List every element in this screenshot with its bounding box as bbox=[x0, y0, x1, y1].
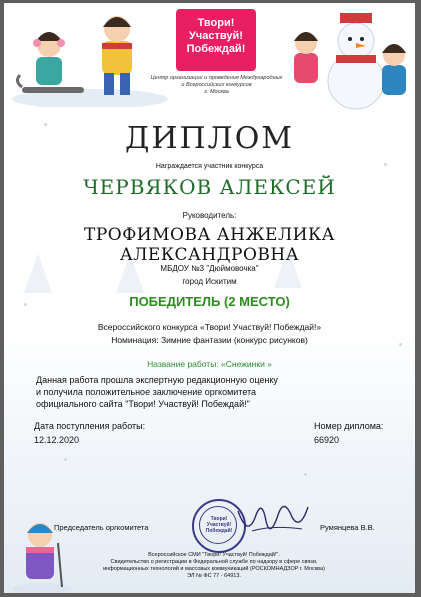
snowman-kids-illustration bbox=[284, 5, 412, 113]
number-label: Номер диплома: bbox=[314, 421, 384, 431]
participant-name: ЧЕРВЯКОВ АЛЕКСЕЙ bbox=[83, 175, 336, 199]
footer-line-2: Свидетельство о регистрации в Федеральной службе по надзору в сфере связи, bbox=[110, 559, 318, 565]
footer-line-3: информационных технологий и массовых коммуникаций (РОСКОМНАДЗОР г. Москва) bbox=[103, 566, 325, 572]
organizer-line-2: и Всероссийских конкурсов bbox=[181, 82, 252, 88]
organizer-line-3: г. Москва bbox=[204, 89, 229, 95]
diploma-title: ДИПЛОМ bbox=[124, 121, 295, 156]
review-line-3: официального сайта "Твори! Участвуй! Побеждай!" bbox=[36, 399, 250, 409]
contest-line: Всероссийского конкурса «Твори! Участвуй! Побеждай!» bbox=[97, 322, 322, 332]
banner-line-1: Твори! bbox=[197, 17, 235, 29]
review-text bbox=[36, 374, 396, 410]
banner-text bbox=[176, 17, 256, 56]
snowflake-decoration bbox=[304, 473, 307, 476]
chair-name: Румянцева В.В. bbox=[320, 523, 375, 532]
review-line-2: и получила положительное заключение оргкомитета bbox=[36, 387, 257, 397]
work-title: Название работы: «Снежинки » bbox=[147, 359, 272, 369]
city: город Искитим bbox=[182, 277, 237, 286]
number-value: 66920 bbox=[314, 435, 340, 445]
registration-footer bbox=[64, 552, 364, 580]
chair-label: Председатель оргкомитета bbox=[54, 523, 149, 532]
result-place: ПОБЕДИТЕЛЬ (2 МЕСТО) bbox=[129, 294, 290, 309]
contest-logo bbox=[176, 9, 256, 71]
date-label: Дата поступления работы: bbox=[34, 421, 146, 431]
footer-line-4: ЭЛ № ФС 77 - 64913. bbox=[187, 573, 241, 579]
handwritten-signature bbox=[232, 491, 312, 547]
footer-line-1: Всероссийское СМИ "Твори! Участвуй! Побеждай!". bbox=[148, 552, 280, 558]
supervisor-name: ТРОФИМОВА АНЖЕЛИКА АЛЕКСАНДРОВНА bbox=[83, 225, 336, 265]
date-value: 12.12.2020 bbox=[34, 435, 80, 445]
nomination-line: Номинация: Зимние фантазии (конкурс рисунков) bbox=[111, 335, 308, 345]
review-line-1: Данная работа прошла экспертную редакционную оценку bbox=[36, 375, 278, 385]
institution: МБДОУ №3 "Дюймовочка" bbox=[160, 264, 259, 273]
awarded-caption: Награждается участник конкурса bbox=[155, 163, 264, 170]
banner-line-3: Побеждай! bbox=[186, 43, 246, 55]
organizer-caption bbox=[124, 75, 309, 96]
diploma-page bbox=[4, 3, 415, 593]
banner-line-2: Участвуй! bbox=[189, 30, 243, 42]
organizer-line-1: Центр организации и проведения Международных bbox=[150, 75, 283, 81]
stamp-text: Твори! Участвуй! Побеждай! bbox=[205, 516, 233, 534]
snowflake-decoration bbox=[64, 458, 67, 461]
supervisor-caption: Руководитель: bbox=[182, 211, 237, 220]
